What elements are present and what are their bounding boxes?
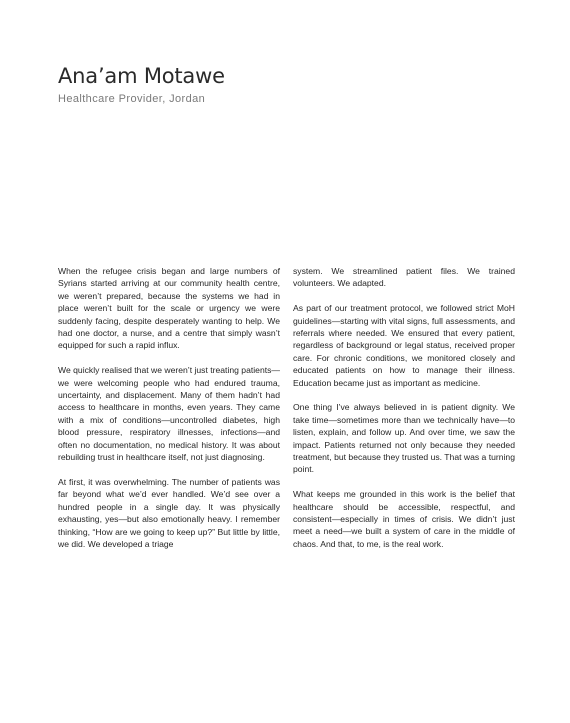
paragraph: system. We streamlined patient files. We trained volunteers. We adapted. [293,266,515,289]
article-column-left [58,265,280,563]
paragraph: We quickly realised that we weren’t just treating patients—we were welcoming people who had endured trauma, uncertainty, and displacement. Many of them hadn’t had access to healthcare in months, even years. They came with a mix of conditions—uncontrolled diabetes, high blood pressure, respiratory illnesses, infections—and often no documentation, no medical history. It was about rebuilding trust in healthcare itself, not just diagnosing. [58,365,280,463]
person-role: Healthcare Provider, Jordan [58,93,206,105]
paragraph: As part of our treatment protocol, we followed strict MoH guidelines—starting with vital signs, full assessments, and referrals where needed. We ensured that every patient, regardless of background or legal status, received proper care. For chronic conditions, we monitored closely and educated patients on how to manage their illness. Education became just as important as medicine. [293,303,515,388]
paragraph: When the refugee crisis began and large numbers of Syrians started arriving at our community health centre, we weren’t prepared, because the systems we had in place weren’t built for the scale or urgency we were suddenly facing, despite desperately wanting to help. We had one doctor, a nurse, and a centre that simply wasn’t equipped for such a rapid influx. [58,266,280,351]
paragraph: At first, it was overwhelming. The number of patients was far beyond what we’d ever handled. We’d see over a hundred people in a single day. It was physically exhausting, yes—but also emotionally heavy. I remember thinking, “How are we going to keep up?” But little by little, we did. We developed a triage [58,476,280,549]
article-column-right [293,265,515,563]
paragraph: One thing I’ve always believed in is patient dignity. We take time—sometimes more than we technically have—to listen, explain, and follow up. And over time, we saw the impact. Patients returned not only because they needed treatment, but because they trusted us. That was a turning point. [293,402,515,475]
paragraph: What keeps me grounded in this work is the belief that healthcare should be accessible, respectful, and consistent—especially in times of crisis. We didn’t just meet a need—we built a system of care in the middle of chaos. And that, to me, is the real work. [293,489,515,549]
person-name: Ana’am Motawe [58,64,225,88]
